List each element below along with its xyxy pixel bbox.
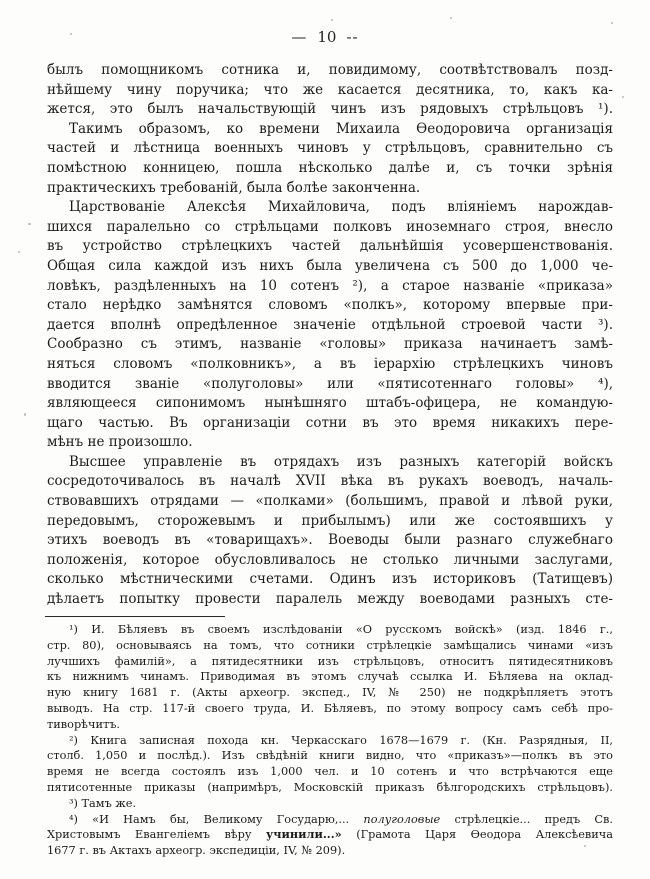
text-segment: Христовымъ Евангеліемъ вѣру <box>47 828 266 842</box>
scan-speck <box>18 251 20 253</box>
footnote-line: ¹) И. Бѣляевъ въ своемъ изслѣдованіи «О русскомъ войскѣ» (изд. 1846 г., <box>69 623 613 636</box>
footnote-line <box>47 812 613 828</box>
text-line: дается вполнѣ опредѣленное значеніе отдѣльной строевой части ³). <box>47 316 613 333</box>
text-line: стало нерѣдко замѣнятся словомъ «полкъ», которому впервые при- <box>47 297 613 314</box>
page-number: 10 <box>317 28 337 46</box>
footnote-line: пятисотенные приказы (напримѣръ, Московскій приказъ бѣлгородскихъ стрѣльцовъ). <box>47 780 613 794</box>
text-line: щаго частью. Въ организаціи сотни въ это время никакихъ пере- <box>47 414 613 431</box>
text-line: положенія, которое обусловливалось не столько личными заслугами, <box>47 551 613 568</box>
footnote-line: выводъ. На стр. 117-й своего труда, И. Бѣляевъ, по этому вопросу самъ себѣ про- <box>47 701 613 715</box>
scan-speck <box>450 17 452 19</box>
footnote-line <box>47 827 613 843</box>
text-line: этихъ воеводъ въ «товарищахъ». Воеводы были разнаго служебнаго <box>47 532 613 549</box>
footnote-line: 1677 г. въ Актахъ археогр. экспедиціи, IV, № 209). <box>47 844 346 858</box>
page-header <box>0 27 650 47</box>
text-line: Такимъ образомъ, ко времени Михаила Ѳеодоровича организація <box>69 120 613 137</box>
footnote-line: стр. 80), основываясь на томъ, что сотники стрѣлецкіе замѣщались чинами «изъ <box>47 638 613 652</box>
text-line: Сообразно съ этимъ, названіе «головы» приказа начинаетъ замѣ- <box>47 336 613 353</box>
footnote-line: лучшихъ фамилій», а пятидесятники изъ стрѣльцовъ, относитъ пятидесятниковъ <box>47 654 613 668</box>
scan-speck <box>584 845 586 847</box>
footnote-line: ²) Книга записная похода кн. Черкасскаго 1678—1679 г. (Кн. Разрядныя, II, <box>69 733 613 747</box>
footnote-line: время не всегда состоялъ изъ 1,000 чел. и 10 сотенъ и что встрѣчаются еще <box>47 765 613 779</box>
text-segment: ⁴) «И Намъ бы, Великому Государю,... <box>69 812 364 826</box>
text-line: няться словомъ «полковникъ», а въ іерархію стрѣлецкихъ чиновъ <box>47 355 613 372</box>
footnote-line: ную книгу 1681 г. (Акты археогр. экспед., IV, № 250) не подкрѣпляетъ этотъ <box>47 686 613 700</box>
footnote-line: ³) Тамъ же. <box>69 796 137 810</box>
text-line: сосредоточивалось въ началѣ XVII вѣка въ рукахъ воеводъ, началь- <box>47 473 613 490</box>
text-line: былъ помощникомъ сотника и, повидимому, соотвѣтствовалъ позд- <box>47 62 613 78</box>
footnote-line: къ нижнимъ чинамъ. Приводимая въ этомъ случаѣ ссылка И. Бѣляева на оклад- <box>47 670 613 684</box>
text-line: передовымъ, сторожевымъ и прибылымъ) или же состоявшихъ у <box>47 512 613 529</box>
footnote-separator <box>45 616 225 617</box>
emphasized-text: учинили...» <box>266 827 342 842</box>
text-segment: стрѣлецкіе... предъ Св. <box>440 812 613 826</box>
text-line: вводится званіе «полуголовы» или «пятисотеннаго головы» ⁴), <box>47 375 613 392</box>
emphasized-text: полуголовые <box>363 812 441 826</box>
scan-speck <box>622 96 624 98</box>
text-line: Царствованіе Алексѣя Михайловича, подъ вліяніемъ нарождав- <box>69 199 613 216</box>
header-right-dash: -- <box>346 28 359 46</box>
text-segment: (Грамота Царя Ѳеодора Алексѣевича <box>341 828 613 842</box>
footnote-line: тиворѣчитъ. <box>47 717 121 731</box>
text-line: Общая сила каждой изъ нихъ была увеличена съ 500 до 1,000 че- <box>47 257 613 274</box>
text-line: помѣстною конницею, пошла нѣсколько далѣе и, съ точки зрѣнія <box>47 159 613 176</box>
text-line: дѣлаетъ попытку провести паралель между воеводами разныхъ сте- <box>47 591 613 608</box>
text-line: шихся паралельно со стрѣльцами полковъ иноземнаго строя, внесло <box>47 218 613 235</box>
text-line: частей и лѣстница военныхъ чиновъ у стрѣльцовъ, сравнительно съ <box>47 140 613 157</box>
text-line: нѣйшему чину поручика; что же касается десятника, то, какъ ка- <box>47 81 613 98</box>
scan-speck <box>597 306 599 308</box>
main-text <box>47 61 613 610</box>
scan-speck <box>24 413 26 416</box>
text-line: Высшее управленіе въ отрядахъ изъ разныхъ категорій войскъ <box>69 453 613 470</box>
text-line: сколько мѣстническими счетами. Одинъ изъ историковъ (Татищевъ) <box>47 571 613 588</box>
footnote-line: столб. 1,050 и послѣд.). Изъ свѣдѣній книги видно, что «приказъ»—полкъ въ это <box>47 749 613 763</box>
scan-speck <box>28 223 31 225</box>
text-line: въ устройство стрѣлецкихъ частей дальнѣйшія усовершенствованія. <box>47 238 613 255</box>
text-line: ствовавшихъ отрядами — «полками» (большимъ, правой и лѣвой руки, <box>47 493 613 510</box>
text-line: ловѣкъ, раздѣленныхъ на 10 сотенъ ²), а старое названіе «приказа» <box>47 277 613 294</box>
header-left-dash: — <box>291 28 308 46</box>
text-line: практическихъ требованій, была болѣе законченна. <box>47 179 421 196</box>
scan-speck <box>70 33 72 35</box>
text-line: мѣнъ не произошло. <box>47 434 193 451</box>
text-line: являющееся сипонимомъ нынѣшняго штабъ-офицера, не командую- <box>47 395 613 412</box>
scan-speck <box>611 22 613 24</box>
footnotes <box>47 622 613 859</box>
scan-speck <box>331 19 333 21</box>
text-line: жется, это былъ начальствующій чинъ изъ рядовыхъ стрѣльцовъ ¹). <box>47 101 613 118</box>
